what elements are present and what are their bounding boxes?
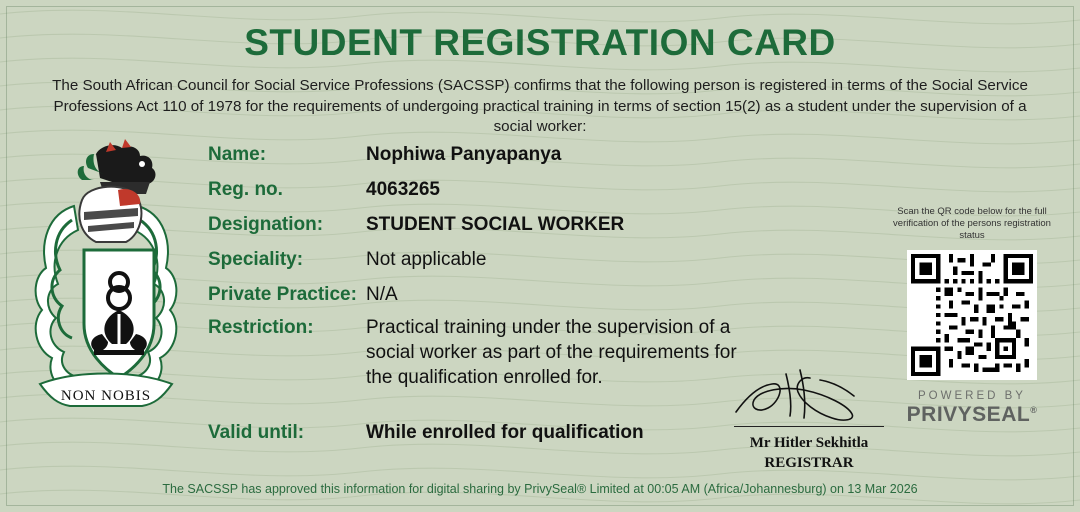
privyseal-brand-text: PRIVYSEAL [906, 403, 1031, 426]
field-value: Nophiwa Panyapanya [366, 144, 562, 165]
registrar-role: REGISTRAR [764, 455, 854, 471]
intro-paragraph: The South African Council for Social Service Professions (SACSSP) confirms that the following person is registered in terms of the Social Service Professions Act 110 of 1978 for the requirements of undergoing practical training in terms of section 15(2) as a student under the supervision of a social worker: [52, 77, 1028, 135]
privyseal-brand [888, 403, 1056, 427]
registrar-name: Mr Hitler Sekhitla [749, 435, 869, 451]
field-label: Restriction: [208, 317, 314, 338]
powered-by-label: POWERED BY [918, 390, 1026, 402]
signature-icon [724, 368, 894, 424]
field-row-restriction [208, 315, 768, 390]
signature-line [734, 426, 884, 427]
field-value: N/A [366, 284, 398, 305]
field-value: STUDENT SOCIAL WORKER [366, 214, 625, 235]
crest-motto: NON NOBIS [60, 388, 152, 404]
field-label: Valid until: [208, 422, 305, 443]
qr-code-icon[interactable] [907, 250, 1037, 380]
qr-caption: Scan the QR code below for the full verification of the persons registration status [893, 206, 1051, 241]
field-label: Speciality: [208, 249, 304, 270]
field-row-valid-until [208, 420, 768, 447]
field-value: While enrolled for qualification [366, 422, 644, 443]
footer-note: The SACSSP has approved this information for digital sharing by PrivySeal® Limited at 00:05 AM (Africa/Johannesburg) on 13 Mar 2026 [162, 482, 918, 496]
field-label: Designation: [208, 214, 324, 235]
field-row-private-practice [208, 282, 768, 309]
field-value: Practical training under the supervision of a social worker as part of the requirements for the qualification enrolled for. [366, 317, 737, 388]
qr-verification-block [888, 206, 1056, 427]
field-row-reg-no [208, 177, 768, 204]
field-row-speciality [208, 247, 768, 274]
coat-of-arms-icon [22, 138, 190, 416]
field-row-name [208, 142, 768, 169]
field-value: Not applicable [366, 249, 487, 270]
signature-block [724, 368, 894, 473]
field-row-designation [208, 212, 768, 239]
details-list [208, 142, 768, 455]
page-title: STUDENT REGISTRATION CARD [244, 22, 836, 63]
field-label: Name: [208, 144, 267, 165]
field-label: Private Practice: [208, 284, 357, 305]
registered-mark: ® [1030, 405, 1038, 415]
field-value: 4063265 [366, 179, 440, 200]
field-label: Reg. no. [208, 179, 283, 200]
